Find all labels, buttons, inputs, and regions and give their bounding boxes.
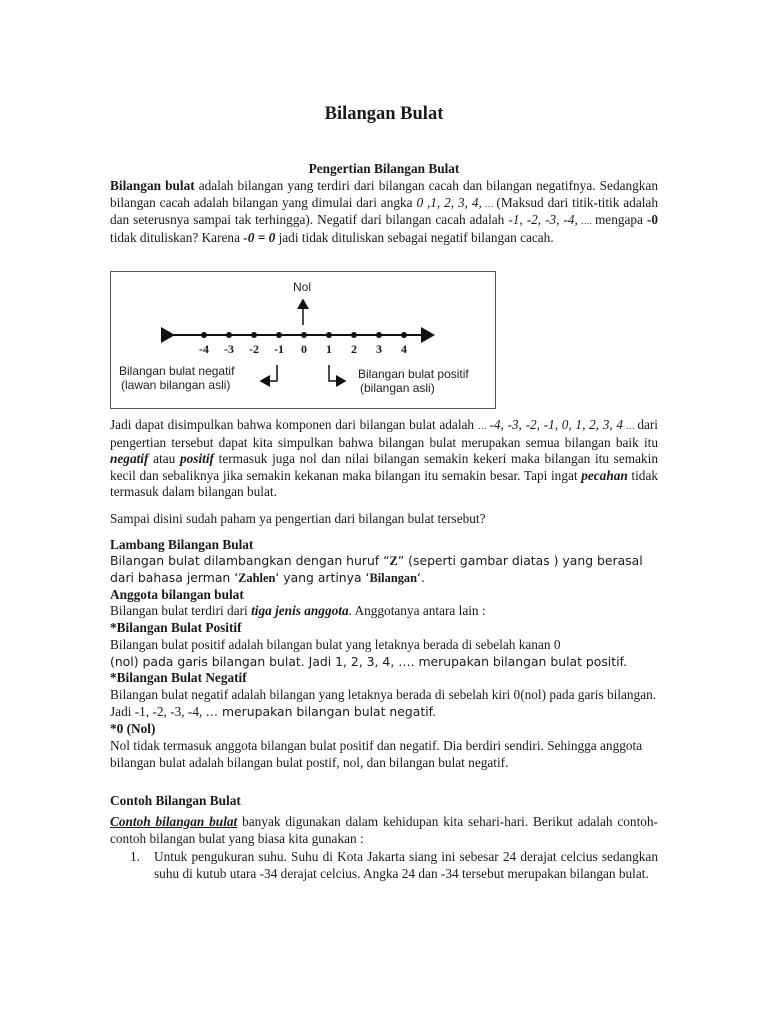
tick-label: 4 <box>401 342 407 356</box>
tick-label: -2 <box>249 342 259 356</box>
tick-dot <box>376 332 382 338</box>
tick-dots <box>201 332 407 338</box>
negatif-heading: *Bilangan Bulat Negatif <box>110 670 247 685</box>
negative-label: Bilangan bulat negatif <box>119 364 235 378</box>
tick-dot <box>226 332 232 338</box>
negative-sublabel: (lawan bilangan asli) <box>121 378 231 392</box>
tick-label: -4 <box>199 342 209 356</box>
tick-label: -1 <box>274 342 284 356</box>
tick-label: -3 <box>224 342 234 356</box>
positif-heading: *Bilangan Bulat Positif <box>110 620 242 635</box>
tick-label: 0 <box>301 342 307 356</box>
negative-bracket-arrow <box>261 365 277 381</box>
positive-sublabel: (bilangan asli) <box>360 381 435 395</box>
tick-dot <box>401 332 407 338</box>
nol-label: Nol <box>293 280 312 294</box>
nol-paragraph: Nol tidak termasuk anggota bilangan bulat positif dan negatif. Dia berdiri sendiri. Sehingga anggota bilangan bulat adalah bilangan bulat postif, nol, dan bilangan bulat negatif. <box>110 738 643 770</box>
list-item-text: Untuk pengukuran suhu. Suhu di Kota Jakarta siang ini sebesar 24 derajat celcius sedangkan suhu di kutub utara -34 derajat celcius. Angka 24 dan -34 tersebut merupakan bilangan bulat. <box>154 849 658 881</box>
contoh-list <box>110 849 658 882</box>
lambang-paragraph: Bilangan bulat dilambangkan dengan huruf “Z” (seperti gambar diatas ) yang berasal dari bahasa jerman ‘Zahlen‘ yang artinya ‘Bilangan‘. <box>110 553 643 585</box>
lambang-heading: Lambang Bilangan Bulat <box>110 537 254 552</box>
positive-bracket-arrow <box>329 365 345 381</box>
contoh-heading: Contoh Bilangan Bulat <box>110 793 241 808</box>
tick-dot <box>276 332 282 338</box>
page-title: Bilangan Bulat <box>324 104 444 124</box>
tick-label: 3 <box>376 342 382 356</box>
number-line-figure <box>110 271 496 409</box>
positif-paragraph: Bilangan bulat positif adalah bilangan bulat yang letaknya berada di sebelah kanan 0 (nol) pada garis bilangan bulat. Jadi 1, 2, 3, 4, …. merupakan bilangan bulat positif. <box>110 637 627 669</box>
positive-label: Bilangan bulat positif <box>358 367 469 381</box>
nol-heading: *0 (Nol) <box>110 721 156 736</box>
tick-dot <box>301 332 307 338</box>
negatif-paragraph: Bilangan bulat negatif adalah bilangan yang letaknya berada di sebelah kiri 0(nol) pada garis bilangan. Jadi -1, -2, -3, -4, … merupakan bilangan bulat negatif. <box>110 687 657 719</box>
question-text: Sampai disini sudah paham ya pengertian dari bilangan bulat tersebut? <box>110 511 486 526</box>
anggota-paragraph: Bilangan bulat terdiri dari tiga jenis anggota. Anggotanya antara lain : <box>110 603 486 618</box>
intro-paragraph: Bilangan bulat adalah bilangan yang terdiri dari bilangan cacah dan bilangan negatifnya. Sedangkan bilangan cacah adalah bilangan yang dimulai dari angka 0 ,1, 2, 3, 4, … (Maksud dari titik-titik adalah dan seterusnya sampai tak terhingga). Negatif dari bilangan cacah adalah -1, -2, -3, -4, …. mengapa -0 tidak dituliskan? Karena -0 = 0 jadi tidak dituliskan sebagai negatif bilangan cacah. <box>110 178 659 245</box>
tick-dot <box>326 332 332 338</box>
conclusion-paragraph: Jadi dapat disimpulkan bahwa komponen dari bilangan bulat adalah … -4, -3, -2, -1, 0, 1, 2, 3, 4 … dari pengertian tersebut dapat kita simpulkan bahwa bilangan bulat merupakan semua bilangan baik itu negatif atau positif termasuk juga nol dan nilai bilangan semakin kekeri maka bilangan itu semakin kecil dan sebaliknya jika semakin kekanan maka bilangan itu semakin besar. Tapi ingat pecahan tidak termasuk dalam bilangan bulat. <box>110 417 658 500</box>
list-item <box>110 849 658 882</box>
tick-dot <box>251 332 257 338</box>
anggota-heading: Anggota bilangan bulat <box>110 587 244 602</box>
list-item-number: 1. <box>130 849 140 864</box>
section-subtitle: Pengertian Bilangan Bulat <box>308 161 460 176</box>
tick-label: 1 <box>326 342 332 356</box>
tick-dot <box>351 332 357 338</box>
contoh-paragraph: Contoh bilangan bulat banyak digunakan dalam kehidupan kita sehari-hari. Berikut adalah contoh-contoh bilangan bulat yang biasa kita gunakan : <box>110 814 658 846</box>
tick-label: 2 <box>351 342 357 356</box>
tick-dot <box>201 332 207 338</box>
intro-term: Bilangan bulat <box>110 178 195 193</box>
